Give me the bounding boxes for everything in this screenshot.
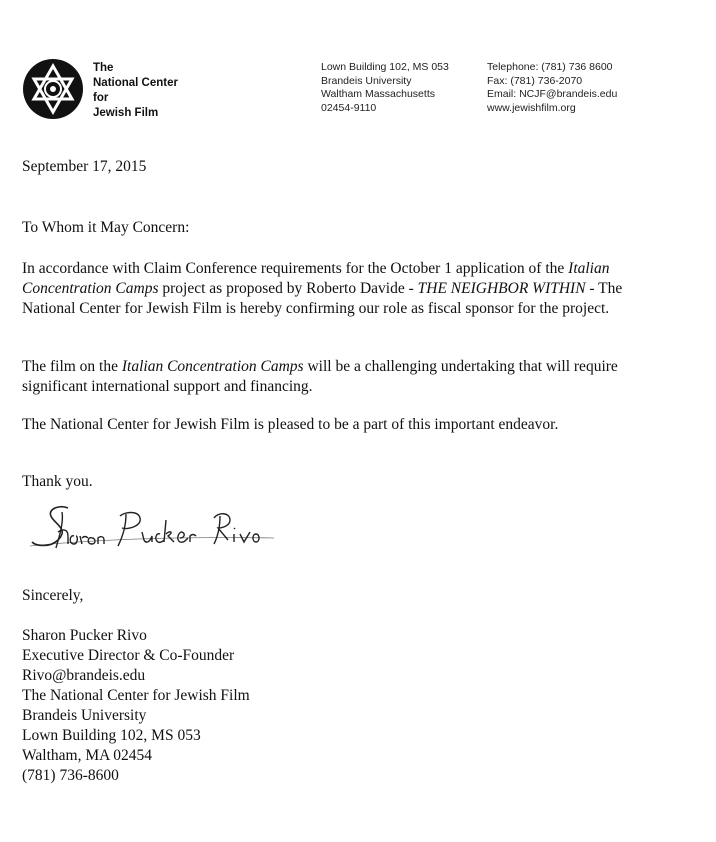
paragraph-3: The National Center for Jewish Film is pleased to be a part of this important endeavor. — [22, 416, 559, 433]
salutation: To Whom it May Concern: — [22, 219, 190, 236]
letterhead — [0, 0, 716, 130]
closing: Sincerely, — [22, 587, 84, 604]
org-name — [93, 61, 178, 121]
signer-phone: (781) 736-8600 — [22, 767, 119, 784]
film-title: THE NEIGHBOR WITHIN — [417, 280, 586, 297]
org-name-line: National Center — [93, 77, 178, 89]
letter-date: September 17, 2015 — [22, 158, 147, 175]
org-name-line: for — [93, 92, 109, 104]
signer-organization: The National Center for Jewish Film — [22, 687, 250, 704]
address-line: Waltham Massachusetts — [321, 88, 435, 100]
email-line: Email: NCJF@brandeis.edu — [487, 88, 618, 100]
star-of-david-logo-icon — [22, 58, 84, 120]
signer-city: Waltham, MA 02454 — [22, 747, 153, 764]
telephone-line: Telephone: (781) 736 8600 — [487, 61, 613, 73]
project-title: Italian Concentration Camps — [22, 260, 610, 297]
paragraph-text: will be a challenging undertaking that will require significant international support and financing. — [22, 358, 618, 395]
website-line: www.jewishfilm.org — [487, 101, 576, 114]
signature-block — [22, 626, 662, 786]
paragraph-text: project as proposed by Roberto Davide - — [158, 280, 418, 297]
paragraph-text: - The National Center for Jewish Film is hereby confirming our role as fiscal sponsor for the project. — [22, 280, 623, 317]
fax-line: Fax: (781) 736-2070 — [487, 74, 583, 87]
handwritten-signature — [28, 500, 278, 555]
address-line: Brandeis University — [321, 74, 412, 87]
paragraph-1 — [22, 259, 662, 319]
signer-building: Lown Building 102, MS 053 — [22, 727, 201, 744]
signer-email: Rivo@brandeis.edu — [22, 667, 146, 684]
address-line: 02454-9110 — [321, 101, 377, 114]
signer-university: Brandeis University — [22, 707, 147, 724]
paragraph-text: In accordance with Claim Conference requirements for the October 1 application of the — [22, 260, 569, 277]
address-line: Lown Building 102, MS 053 — [321, 61, 449, 73]
letterhead-address — [321, 61, 449, 115]
org-name-line: The — [93, 62, 114, 74]
org-name-line: Jewish Film — [93, 107, 159, 119]
signer-title: Executive Director & Co-Founder — [22, 647, 235, 664]
letterhead-contact — [487, 61, 617, 115]
paragraph-2 — [22, 357, 662, 397]
signer-name: Sharon Pucker Rivo — [22, 627, 147, 644]
paragraph-text: The film on the — [22, 358, 122, 375]
thanks-line: Thank you. — [22, 473, 93, 490]
project-title: Italian Concentration Camps — [121, 358, 304, 375]
